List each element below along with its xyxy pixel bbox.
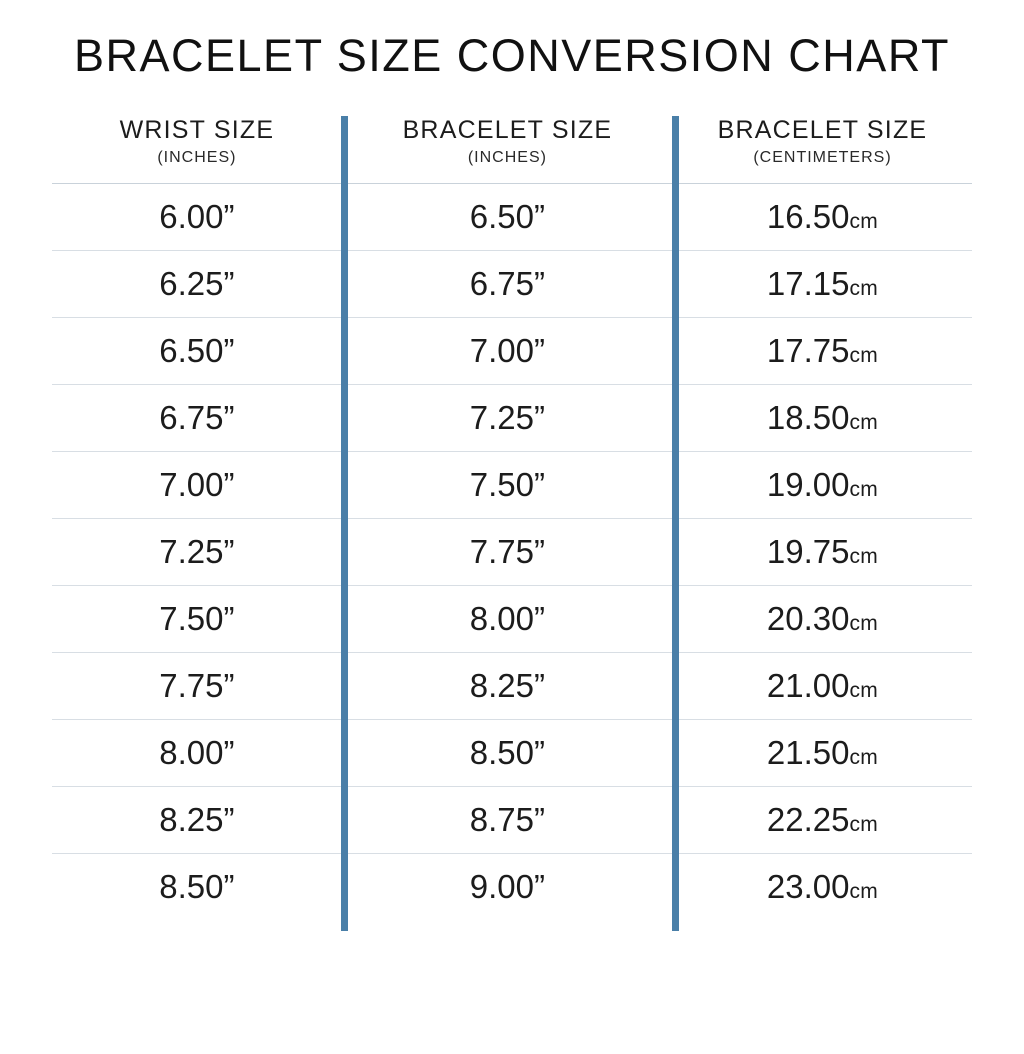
cell-wrist-size: 6.50” xyxy=(52,317,342,384)
table-row xyxy=(52,786,972,853)
column-header-bracelet-size-centimeters xyxy=(673,116,972,183)
cm-unit: cm xyxy=(849,611,879,635)
cell-bracelet-inches: 6.50” xyxy=(342,183,673,250)
cm-value: 17.15 xyxy=(766,264,850,302)
table-row xyxy=(52,451,972,518)
cell-bracelet-inches: 9.00” xyxy=(342,853,673,920)
cell-bracelet-centimeters xyxy=(673,585,972,652)
cell-wrist-size: 6.75” xyxy=(52,384,342,451)
cell-bracelet-inches: 7.25” xyxy=(342,384,673,451)
cell-bracelet-inches: 7.00” xyxy=(342,317,673,384)
column-separator-2 xyxy=(672,116,679,931)
cm-unit: cm xyxy=(849,209,879,233)
cm-unit: cm xyxy=(849,343,879,367)
cell-wrist-size: 6.25” xyxy=(52,250,342,317)
cell-wrist-size: 7.00” xyxy=(52,451,342,518)
cell-bracelet-inches: 8.25” xyxy=(342,652,673,719)
table-row xyxy=(52,518,972,585)
cell-bracelet-centimeters xyxy=(673,853,972,920)
cell-bracelet-inches: 8.00” xyxy=(342,585,673,652)
cm-value: 18.50 xyxy=(766,398,850,436)
cm-value: 17.75 xyxy=(766,331,850,369)
cm-value: 21.50 xyxy=(766,733,850,771)
cell-bracelet-centimeters xyxy=(673,250,972,317)
cell-bracelet-inches: 8.50” xyxy=(342,719,673,786)
table-body xyxy=(52,183,972,920)
column-header-main: BRACELET SIZE xyxy=(402,116,613,144)
column-header-bracelet-size-inches xyxy=(342,116,673,183)
cell-wrist-size: 7.75” xyxy=(52,652,342,719)
cm-value: 16.50 xyxy=(766,197,850,235)
cell-bracelet-centimeters xyxy=(673,652,972,719)
bracelet-size-conversion-chart xyxy=(0,30,1024,1054)
page-title: BRACELET SIZE CONVERSION CHART xyxy=(73,30,950,81)
table-row xyxy=(52,183,972,250)
cm-value: 20.30 xyxy=(766,599,850,637)
cell-bracelet-inches: 8.75” xyxy=(342,786,673,853)
cm-unit: cm xyxy=(849,544,879,568)
column-header-wrist-size xyxy=(52,116,342,183)
conversion-table xyxy=(52,116,972,920)
cell-wrist-size: 7.25” xyxy=(52,518,342,585)
cm-unit: cm xyxy=(849,477,879,501)
cell-bracelet-centimeters xyxy=(673,317,972,384)
cm-value: 21.00 xyxy=(766,666,850,704)
cm-value: 19.75 xyxy=(766,532,850,570)
table-row xyxy=(52,250,972,317)
cell-bracelet-centimeters xyxy=(673,384,972,451)
cell-bracelet-centimeters xyxy=(673,183,972,250)
cell-bracelet-centimeters xyxy=(673,451,972,518)
table-row xyxy=(52,853,972,920)
cell-bracelet-inches: 6.75” xyxy=(342,250,673,317)
column-header-main: WRIST SIZE xyxy=(119,116,275,144)
cm-unit: cm xyxy=(849,745,879,769)
table-row xyxy=(52,317,972,384)
cm-unit: cm xyxy=(849,276,879,300)
column-header-sub: (INCHES) xyxy=(467,148,547,166)
column-header-main: BRACELET SIZE xyxy=(717,116,928,144)
table-row xyxy=(52,585,972,652)
column-header-sub: (CENTIMETERS) xyxy=(753,148,892,166)
column-separator-1 xyxy=(341,116,348,931)
cell-bracelet-inches: 7.75” xyxy=(342,518,673,585)
table-header-row xyxy=(52,116,972,183)
table-row xyxy=(52,384,972,451)
cell-wrist-size: 8.50” xyxy=(52,853,342,920)
cell-bracelet-inches: 7.50” xyxy=(342,451,673,518)
cell-wrist-size: 8.25” xyxy=(52,786,342,853)
cell-wrist-size: 6.00” xyxy=(52,183,342,250)
cell-wrist-size: 7.50” xyxy=(52,585,342,652)
table-row xyxy=(52,719,972,786)
cm-value: 22.25 xyxy=(766,800,850,838)
cell-bracelet-centimeters xyxy=(673,518,972,585)
cm-value: 23.00 xyxy=(766,867,850,905)
cell-bracelet-centimeters xyxy=(673,719,972,786)
cm-value: 19.00 xyxy=(766,465,850,503)
cell-bracelet-centimeters xyxy=(673,786,972,853)
cm-unit: cm xyxy=(849,879,879,903)
conversion-table-area xyxy=(52,116,972,920)
cm-unit: cm xyxy=(849,812,879,836)
cm-unit: cm xyxy=(849,410,879,434)
table-row xyxy=(52,652,972,719)
cm-unit: cm xyxy=(849,678,879,702)
column-header-sub: (INCHES) xyxy=(157,148,237,166)
cell-wrist-size: 8.00” xyxy=(52,719,342,786)
table-header xyxy=(52,116,972,183)
